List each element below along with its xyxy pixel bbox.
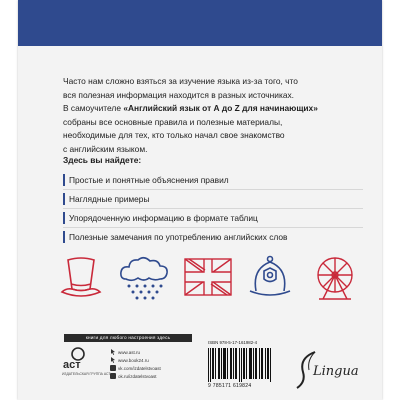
book-title-bold: «Английский язык от А до Z для начинающих» [123, 103, 318, 114]
list-item [63, 211, 288, 230]
intro-line: необходимые для тех, кто только начал свое знакомство [63, 130, 285, 141]
list-item-text: Упорядоченную информацию в формате таблиц [69, 213, 258, 223]
link-text: ok.ru/izdatelstvoast [118, 374, 157, 379]
vk-icon [110, 365, 116, 371]
divider [63, 227, 363, 228]
cursor-icon [110, 357, 116, 363]
divider [63, 208, 363, 209]
list-item [63, 230, 288, 249]
link-ast[interactable] [110, 349, 161, 357]
cursor-icon [110, 349, 116, 355]
police-helmet-icon [246, 255, 294, 300]
list-item-text: Наглядные примеры [69, 194, 150, 204]
link-book24[interactable] [110, 357, 161, 365]
ok-icon [110, 373, 116, 379]
list-item-text: Простые и понятные объяснения правил [69, 175, 229, 185]
footer-links [110, 349, 161, 381]
book-back-cover [18, 0, 382, 400]
rain-cloud-icon [118, 255, 170, 300]
lingua-logo [293, 350, 363, 390]
tagline-banner: книги для любого настроения здесь [64, 334, 192, 342]
link-vk[interactable] [110, 365, 161, 373]
barcode-icon [208, 348, 272, 382]
lingua-logo-text: Lingua [313, 364, 359, 379]
list-item [63, 173, 288, 192]
link-text: www.ast.ru [118, 350, 141, 355]
link-text: vk.com/izdatelstvoast [118, 366, 161, 371]
top-hat-icon [56, 255, 106, 300]
illustration-icons [56, 255, 356, 300]
intro-line-text: В самоучителе [63, 103, 124, 114]
link-ok[interactable] [110, 373, 161, 381]
top-blue-band [18, 0, 382, 46]
list-item [63, 192, 288, 211]
find-title: Здесь вы найдете: [63, 155, 142, 165]
ast-caption: ИЗДАТЕЛЬСКАЯ ГРУППА АСТ [62, 372, 111, 376]
divider [63, 189, 363, 190]
ferris-wheel-icon [311, 255, 359, 300]
footer [18, 322, 382, 400]
list-bullet-bar [63, 174, 65, 186]
list-bullet-bar [63, 193, 65, 205]
intro-line: Часто нам сложно взяться за изучение языка из-за того, что [63, 76, 298, 86]
intro-line: собраны все основные правила и полезные материалы, [63, 116, 283, 127]
intro-line: с английским языком. [63, 143, 148, 154]
intro-paragraph [63, 75, 368, 157]
barcode-digits: 9 785171 619824 [208, 383, 252, 389]
union-jack-icon [183, 255, 233, 300]
ast-logo-icon [62, 346, 88, 370]
ast-logo-text: аст [63, 359, 81, 370]
intro-line [63, 102, 368, 116]
isbn-text: ISBN 978-5-17-161982-4 [208, 340, 258, 345]
intro-line: вся полезная информация находится в разных источниках. [63, 89, 294, 100]
feature-list [63, 173, 288, 249]
list-bullet-bar [63, 231, 65, 243]
list-item-text: Полезные замечания по употреблению английских слов [69, 232, 288, 242]
link-text: www.book24.ru [118, 358, 149, 363]
list-bullet-bar [63, 212, 65, 224]
